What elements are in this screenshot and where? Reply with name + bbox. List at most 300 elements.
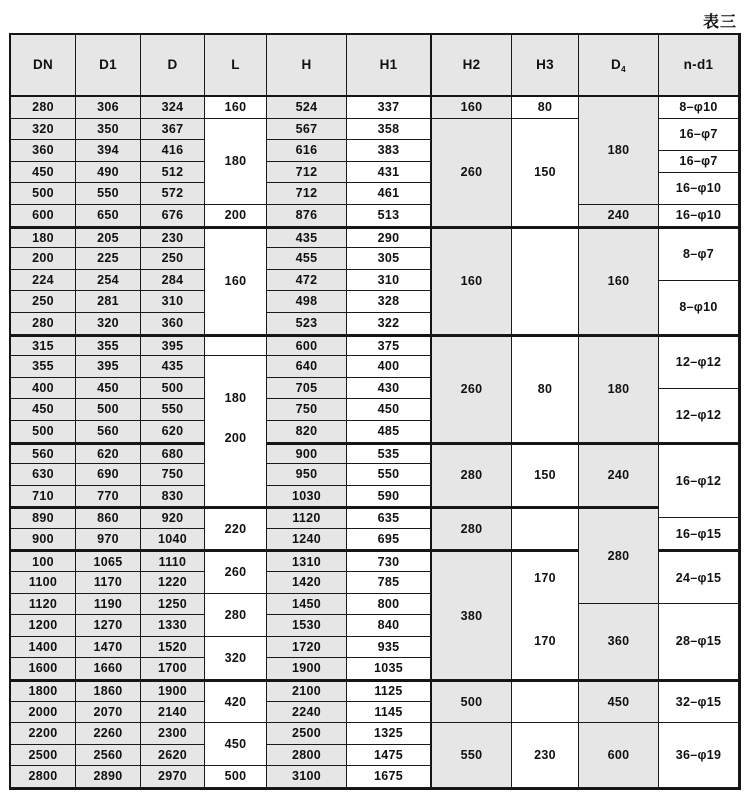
cell-value: 36–φ19 bbox=[675, 747, 722, 762]
cell-value: 970 bbox=[97, 531, 119, 546]
cell-H2-5 bbox=[432, 507, 512, 550]
cell-value: 1200 bbox=[28, 618, 58, 633]
cell-D-11 bbox=[141, 335, 205, 357]
cell-D-19 bbox=[141, 507, 205, 529]
cell-value: 224 bbox=[32, 272, 54, 287]
cell-value: 16–φ10 bbox=[675, 208, 722, 223]
cell-D4-2 bbox=[579, 227, 659, 335]
cell-H1-0 bbox=[347, 97, 432, 119]
cell-value: 240 bbox=[607, 208, 630, 223]
cell-value: 1520 bbox=[157, 639, 187, 654]
cell-H-29 bbox=[267, 723, 347, 745]
header-D bbox=[141, 35, 205, 97]
cell-value: 205 bbox=[97, 230, 119, 245]
cell-H2-1 bbox=[432, 119, 512, 227]
cell-value: 572 bbox=[161, 186, 184, 201]
cell-D1-23 bbox=[76, 594, 141, 616]
cell-value: 650 bbox=[97, 208, 119, 223]
cell-value: 383 bbox=[377, 143, 400, 158]
cell-D-14 bbox=[141, 399, 205, 421]
cell-DN-20 bbox=[11, 529, 76, 551]
cell-H-1 bbox=[267, 119, 347, 141]
cell-value: 225 bbox=[97, 251, 119, 266]
cell-D-4 bbox=[141, 183, 205, 205]
header-D1 bbox=[76, 35, 141, 97]
cell-D1-28 bbox=[76, 702, 141, 724]
cell-value: 600 bbox=[607, 747, 630, 762]
cell-H-14 bbox=[267, 399, 347, 421]
cell-value: 320 bbox=[224, 650, 247, 665]
cell-value: 430 bbox=[377, 380, 400, 395]
cell-H-20 bbox=[267, 529, 347, 551]
cell-D-20 bbox=[141, 529, 205, 551]
cell-H2-0 bbox=[432, 97, 512, 119]
cell-value: 322 bbox=[377, 315, 400, 330]
cell-value: 431 bbox=[377, 164, 400, 179]
cell-value: 1065 bbox=[93, 554, 123, 569]
cell-value: 450 bbox=[377, 402, 400, 417]
cell-H1-15 bbox=[347, 421, 432, 443]
cell-value: 840 bbox=[377, 618, 400, 633]
cell-H-4 bbox=[267, 183, 347, 205]
cell-H2-6 bbox=[432, 550, 512, 680]
header-H2 bbox=[432, 35, 512, 97]
cell-value: 600 bbox=[295, 338, 318, 353]
cell-value: 150 bbox=[534, 164, 556, 179]
cell-H1-4 bbox=[347, 183, 432, 205]
cell-D4-0 bbox=[579, 97, 659, 205]
cell-value: 250 bbox=[161, 251, 184, 266]
cell-value: 730 bbox=[377, 554, 400, 569]
cell-H3-6 bbox=[512, 550, 579, 604]
cell-H1-25 bbox=[347, 637, 432, 659]
header-label-DN: DN bbox=[32, 57, 54, 73]
cell-value: 324 bbox=[161, 100, 184, 115]
cell-D1-4 bbox=[76, 183, 141, 205]
cell-value: 280 bbox=[607, 549, 630, 564]
cell-L-9 bbox=[205, 637, 267, 680]
cell-D1-31 bbox=[76, 766, 141, 788]
cell-value: 2200 bbox=[28, 726, 58, 741]
cell-value: 360 bbox=[161, 315, 184, 330]
cell-value: 360 bbox=[607, 634, 630, 649]
cell-H2-8 bbox=[432, 723, 512, 788]
cell-value: 367 bbox=[161, 121, 184, 136]
cell-L-4 bbox=[205, 335, 267, 357]
cell-D1-17 bbox=[76, 464, 141, 486]
cell-H-23 bbox=[267, 594, 347, 616]
cell-value: 240 bbox=[607, 468, 630, 483]
cell-value: 500 bbox=[97, 402, 119, 417]
cell-DN-4 bbox=[11, 183, 76, 205]
cell-DN-16 bbox=[11, 443, 76, 465]
cell-DN-0 bbox=[11, 97, 76, 119]
cell-double-value bbox=[225, 392, 247, 444]
cell-D-25 bbox=[141, 637, 205, 659]
cell-value: 705 bbox=[295, 380, 318, 395]
cell-value: 435 bbox=[161, 359, 184, 374]
cell-H-11 bbox=[267, 335, 347, 357]
cell-L-0 bbox=[205, 97, 267, 119]
header-H3 bbox=[512, 35, 579, 97]
cell-value: 2800 bbox=[28, 769, 58, 784]
cell-value: 350 bbox=[97, 121, 119, 136]
cell-value: 315 bbox=[32, 338, 54, 353]
cell-value: 160 bbox=[607, 273, 630, 288]
cell-value: 1330 bbox=[157, 618, 187, 633]
cell-value: 1420 bbox=[291, 575, 321, 590]
cell-value: 820 bbox=[295, 423, 318, 438]
cell-DN-24 bbox=[11, 615, 76, 637]
cell-H3-2 bbox=[512, 227, 579, 335]
cell-value: 500 bbox=[161, 380, 184, 395]
cell-nd1-13 bbox=[659, 680, 739, 723]
cell-H-22 bbox=[267, 572, 347, 594]
cell-D-1 bbox=[141, 119, 205, 141]
cell-H-15 bbox=[267, 421, 347, 443]
cell-D-17 bbox=[141, 464, 205, 486]
cell-D-28 bbox=[141, 702, 205, 724]
cell-value: 1600 bbox=[28, 661, 58, 676]
cell-value: 1860 bbox=[93, 684, 123, 699]
cell-value: 80 bbox=[537, 381, 553, 396]
cell-H-21 bbox=[267, 550, 347, 572]
cell-D1-11 bbox=[76, 335, 141, 357]
cell-H1-22 bbox=[347, 572, 432, 594]
cell-D1-9 bbox=[76, 291, 141, 313]
header-label-D1: D1 bbox=[99, 57, 117, 73]
cell-H3-7 bbox=[512, 604, 579, 680]
cell-H1-19 bbox=[347, 507, 432, 529]
cell-value: 355 bbox=[32, 359, 54, 374]
cell-value: 8–φ7 bbox=[683, 246, 714, 261]
cell-value: 150 bbox=[534, 468, 556, 483]
cell-value: 8–φ10 bbox=[679, 299, 718, 314]
cell-value: 8–φ10 bbox=[679, 100, 718, 115]
cell-D1-24 bbox=[76, 615, 141, 637]
cell-value: 2970 bbox=[157, 769, 187, 784]
cell-H1-30 bbox=[347, 745, 432, 767]
cell-value: 1325 bbox=[373, 726, 403, 741]
cell-nd1-6 bbox=[659, 281, 739, 335]
cell-H1-14 bbox=[347, 399, 432, 421]
cell-H-8 bbox=[267, 270, 347, 292]
cell-value: 180 bbox=[32, 230, 54, 245]
cell-DN-2 bbox=[11, 140, 76, 162]
cell-D1-0 bbox=[76, 97, 141, 119]
cell-D1-27 bbox=[76, 680, 141, 702]
cell-value: 160 bbox=[460, 100, 483, 115]
cell-DN-23 bbox=[11, 594, 76, 616]
cell-value: 750 bbox=[295, 402, 318, 417]
cell-value: 1800 bbox=[28, 684, 58, 699]
cell-value: 785 bbox=[377, 575, 400, 590]
cell-D4-1 bbox=[579, 205, 659, 227]
cell-value: 635 bbox=[377, 511, 400, 526]
cell-H2-4 bbox=[432, 443, 512, 508]
cell-value: 1120 bbox=[28, 596, 58, 611]
cell-H1-20 bbox=[347, 529, 432, 551]
cell-H-31 bbox=[267, 766, 347, 788]
cell-H2-3 bbox=[432, 335, 512, 443]
cell-D1-14 bbox=[76, 399, 141, 421]
cell-DN-9 bbox=[11, 291, 76, 313]
cell-value: 461 bbox=[377, 186, 400, 201]
cell-DN-28 bbox=[11, 702, 76, 724]
cell-value: 472 bbox=[295, 272, 318, 287]
cell-H-0 bbox=[267, 97, 347, 119]
cell-value: 400 bbox=[32, 380, 54, 395]
cell-value: 2800 bbox=[291, 747, 321, 762]
cell-value: 328 bbox=[377, 294, 400, 309]
cell-value: 1400 bbox=[28, 639, 58, 654]
cell-L-2 bbox=[205, 205, 267, 227]
cell-value: 513 bbox=[377, 208, 400, 223]
cell-DN-17 bbox=[11, 464, 76, 486]
cell-value: 28–φ15 bbox=[675, 634, 722, 649]
cell-value: 950 bbox=[295, 467, 318, 482]
cell-value: 830 bbox=[161, 488, 184, 503]
cell-value: 560 bbox=[97, 423, 119, 438]
cell-value: 180 bbox=[224, 391, 247, 406]
cell-value: 2000 bbox=[28, 704, 58, 719]
cell-value: 180 bbox=[607, 381, 630, 396]
cell-value: 1030 bbox=[291, 488, 321, 503]
cell-value: 160 bbox=[224, 273, 247, 288]
cell-DN-11 bbox=[11, 335, 76, 357]
cell-value: 16–φ12 bbox=[675, 473, 722, 488]
cell-H1-6 bbox=[347, 227, 432, 249]
cell-DN-18 bbox=[11, 486, 76, 508]
cell-value: 2890 bbox=[93, 769, 123, 784]
cell-value: 80 bbox=[537, 100, 553, 115]
cell-value: 616 bbox=[295, 143, 318, 158]
cell-value: 550 bbox=[97, 186, 119, 201]
cell-D1-29 bbox=[76, 723, 141, 745]
cell-nd1-3 bbox=[659, 173, 739, 205]
cell-DN-30 bbox=[11, 745, 76, 767]
cell-H1-21 bbox=[347, 550, 432, 572]
cell-D-31 bbox=[141, 766, 205, 788]
cell-nd1-7 bbox=[659, 335, 739, 389]
cell-H-6 bbox=[267, 227, 347, 249]
cell-value: 560 bbox=[32, 446, 54, 461]
cell-D-10 bbox=[141, 313, 205, 335]
cell-D1-5 bbox=[76, 205, 141, 227]
cell-H1-7 bbox=[347, 248, 432, 270]
cell-value: 12–φ12 bbox=[675, 354, 722, 369]
cell-H-27 bbox=[267, 680, 347, 702]
cell-value: 890 bbox=[32, 511, 54, 526]
cell-DN-13 bbox=[11, 378, 76, 400]
cell-value: 450 bbox=[224, 737, 247, 752]
cell-H-12 bbox=[267, 356, 347, 378]
cell-value: 400 bbox=[377, 359, 400, 374]
cell-nd1-9 bbox=[659, 443, 739, 519]
cell-D-9 bbox=[141, 291, 205, 313]
cell-value: 260 bbox=[460, 381, 483, 396]
cell-value: 358 bbox=[377, 121, 400, 136]
cell-DN-21 bbox=[11, 550, 76, 572]
cell-nd1-4 bbox=[659, 205, 739, 227]
cell-value: 1240 bbox=[291, 531, 321, 546]
cell-D-18 bbox=[141, 486, 205, 508]
cell-H-13 bbox=[267, 378, 347, 400]
cell-H1-26 bbox=[347, 658, 432, 680]
cell-H3-9 bbox=[512, 723, 579, 788]
cell-L-10 bbox=[205, 680, 267, 723]
cell-D-15 bbox=[141, 421, 205, 443]
header-label-H1: H1 bbox=[379, 57, 398, 73]
cell-value: 16–φ10 bbox=[675, 181, 722, 196]
cell-value: 2100 bbox=[291, 684, 321, 699]
cell-value: 375 bbox=[377, 338, 400, 353]
cell-value: 32–φ15 bbox=[675, 694, 722, 709]
cell-D1-1 bbox=[76, 119, 141, 141]
cell-value: 310 bbox=[161, 294, 184, 309]
cell-H1-5 bbox=[347, 205, 432, 227]
cell-D-21 bbox=[141, 550, 205, 572]
cell-value: 254 bbox=[97, 272, 119, 287]
cell-value: 12–φ12 bbox=[675, 407, 722, 422]
cell-H-17 bbox=[267, 464, 347, 486]
cell-H3-0 bbox=[512, 97, 579, 119]
cell-value: 310 bbox=[377, 272, 400, 287]
header-label-H2: H2 bbox=[462, 57, 481, 73]
cell-H-16 bbox=[267, 443, 347, 465]
cell-D4-5 bbox=[579, 507, 659, 604]
cell-value: 1900 bbox=[157, 684, 187, 699]
cell-H-26 bbox=[267, 658, 347, 680]
cell-D4-6 bbox=[579, 604, 659, 680]
cell-D-23 bbox=[141, 594, 205, 616]
cell-value: 2260 bbox=[93, 726, 123, 741]
cell-D1-13 bbox=[76, 378, 141, 400]
dimension-table bbox=[9, 33, 741, 790]
cell-value: 220 bbox=[224, 522, 247, 537]
cell-D1-3 bbox=[76, 162, 141, 184]
cell-DN-29 bbox=[11, 723, 76, 745]
cell-L-5 bbox=[205, 356, 267, 507]
cell-value: 1470 bbox=[93, 639, 123, 654]
cell-value: 680 bbox=[161, 446, 184, 461]
cell-value: 16–φ7 bbox=[679, 154, 718, 169]
cell-value: 1250 bbox=[157, 596, 187, 611]
cell-value: 550 bbox=[161, 402, 184, 417]
cell-D4-3 bbox=[579, 335, 659, 443]
cell-value: 200 bbox=[32, 251, 54, 266]
cell-H-18 bbox=[267, 486, 347, 508]
cell-H-19 bbox=[267, 507, 347, 529]
cell-H1-1 bbox=[347, 119, 432, 141]
cell-value: 320 bbox=[97, 315, 119, 330]
cell-value: 550 bbox=[460, 747, 483, 762]
cell-value: 1110 bbox=[158, 554, 187, 569]
cell-D-6 bbox=[141, 227, 205, 249]
header-DN bbox=[11, 35, 76, 97]
cell-value: 280 bbox=[460, 522, 483, 537]
cell-D1-2 bbox=[76, 140, 141, 162]
cell-value: 2500 bbox=[28, 747, 58, 762]
cell-value: 1700 bbox=[157, 661, 187, 676]
cell-D1-8 bbox=[76, 270, 141, 292]
cell-value: 630 bbox=[32, 467, 54, 482]
cell-value: 394 bbox=[97, 143, 119, 158]
cell-value: 180 bbox=[224, 154, 247, 169]
cell-H1-13 bbox=[347, 378, 432, 400]
cell-D1-10 bbox=[76, 313, 141, 335]
cell-value: 1675 bbox=[373, 769, 403, 784]
cell-value: 2560 bbox=[93, 747, 123, 762]
cell-value: 860 bbox=[97, 511, 119, 526]
cell-value: 170 bbox=[534, 634, 556, 649]
cell-value: 2140 bbox=[157, 704, 187, 719]
cell-value: 770 bbox=[97, 488, 119, 503]
cell-value: 260 bbox=[460, 164, 483, 179]
cell-H1-8 bbox=[347, 270, 432, 292]
cell-nd1-2 bbox=[659, 151, 739, 173]
cell-value: 200 bbox=[224, 430, 247, 445]
cell-value: 1170 bbox=[93, 575, 123, 590]
cell-value: 876 bbox=[295, 208, 318, 223]
cell-value: 535 bbox=[377, 446, 400, 461]
header-label-D4: $D_4$ bbox=[610, 57, 627, 75]
cell-D-8 bbox=[141, 270, 205, 292]
cell-D-2 bbox=[141, 140, 205, 162]
cell-H-28 bbox=[267, 702, 347, 724]
cell-D1-26 bbox=[76, 658, 141, 680]
cell-H-30 bbox=[267, 745, 347, 767]
cell-D1-25 bbox=[76, 637, 141, 659]
header-nd1 bbox=[659, 35, 739, 97]
cell-value: 16–φ7 bbox=[679, 127, 718, 142]
cell-L-1 bbox=[205, 119, 267, 205]
cell-value: 523 bbox=[295, 315, 318, 330]
cell-value: 750 bbox=[161, 467, 184, 482]
cell-value: 550 bbox=[377, 467, 400, 482]
cell-value: 620 bbox=[97, 446, 119, 461]
cell-value: 1145 bbox=[374, 704, 403, 719]
cell-nd1-0 bbox=[659, 97, 739, 119]
cell-value: 1310 bbox=[291, 554, 321, 569]
cell-value: 320 bbox=[32, 121, 54, 136]
cell-value: 260 bbox=[224, 565, 247, 580]
cell-value: 450 bbox=[97, 380, 119, 395]
cell-H-2 bbox=[267, 140, 347, 162]
cell-D-0 bbox=[141, 97, 205, 119]
cell-DN-22 bbox=[11, 572, 76, 594]
cell-nd1-12 bbox=[659, 604, 739, 680]
cell-value: 524 bbox=[295, 100, 318, 115]
cell-value: 712 bbox=[295, 164, 318, 179]
cell-value: 3100 bbox=[291, 769, 321, 784]
cell-value: 160 bbox=[224, 100, 247, 115]
cell-value: 2300 bbox=[157, 726, 187, 741]
cell-value: 170 bbox=[534, 571, 556, 586]
cell-H1-23 bbox=[347, 594, 432, 616]
cell-value: 200 bbox=[224, 208, 247, 223]
cell-H1-31 bbox=[347, 766, 432, 788]
cell-D1-22 bbox=[76, 572, 141, 594]
cell-H-3 bbox=[267, 162, 347, 184]
cell-nd1-1 bbox=[659, 119, 739, 151]
cell-value: 1270 bbox=[93, 618, 123, 633]
table-title: 表三 bbox=[702, 14, 737, 31]
cell-H-24 bbox=[267, 615, 347, 637]
cell-value: 1035 bbox=[373, 661, 403, 676]
cell-value: 512 bbox=[161, 164, 184, 179]
cell-value: 355 bbox=[97, 338, 119, 353]
